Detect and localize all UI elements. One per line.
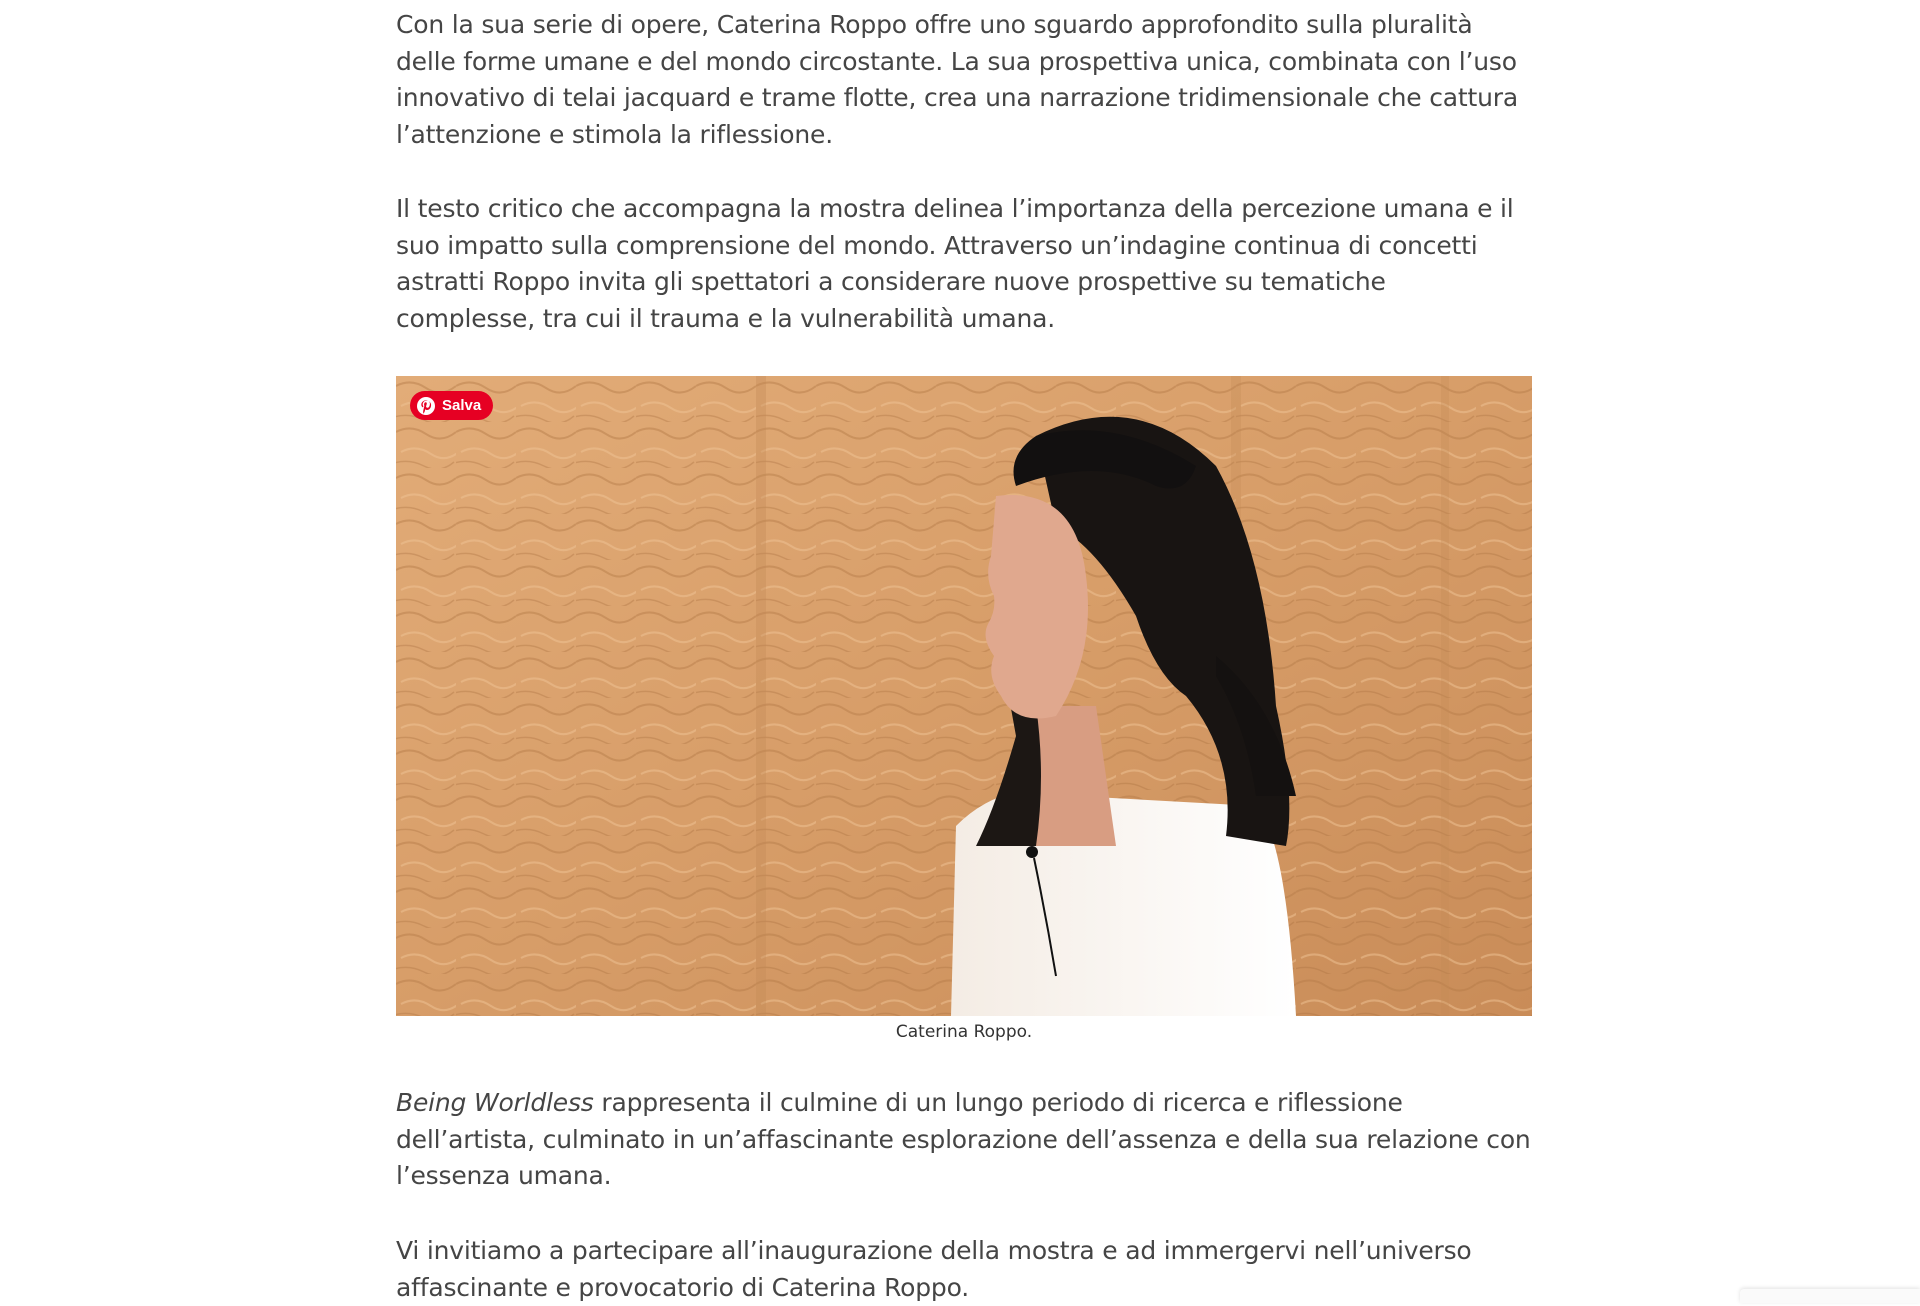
paragraph-invitation: Vi invitiamo a partecipare all’inaugurazione della mostra e ad immergervi nell’universo affascinante e provocatorio di Caterina Roppo. bbox=[396, 1236, 1472, 1302]
paragraph-being-worldless bbox=[396, 1085, 1532, 1195]
pinterest-icon bbox=[416, 396, 436, 416]
paragraph-critical-text: Il testo critico che accompagna la mostra delinea l’importanza della percezione umana e il suo impatto sulla comprensione del mondo. Attraverso un’indagine continua di concetti astratti Roppo invita gli spettatori a considerare nuove prospettive su tematiche complesse, tra cui il trauma e la vulnerabilità umana. bbox=[396, 194, 1514, 333]
artist-photo bbox=[396, 376, 1532, 1016]
paragraph-intro: Con la sua serie di opere, Caterina Roppo offre uno sguardo approfondito sulla pluralità delle forme umane e del mondo circostante. La sua prospettiva unica, combinata con l’uso innovativo di telai jacquard e trame flotte, crea una narrazione tridimensionale che cattura l’attenzione e stimola la riflessione. bbox=[396, 10, 1518, 149]
pinterest-save-label[interactable]: Salva bbox=[442, 397, 482, 414]
exhibition-title: Being Worldless bbox=[396, 1088, 594, 1117]
paragraph-being-worldless-text: rappresenta il culmine di un lungo periodo di ricerca e riflessione dell’artista, culminato in un’affascinante esplorazione dell’assenza e della sua relazione con l’essenza umana. bbox=[396, 1088, 1531, 1190]
article-figure bbox=[396, 376, 1532, 1016]
figure-caption: Caterina Roppo. bbox=[895, 1022, 1033, 1042]
pinterest-save-button[interactable] bbox=[410, 391, 493, 420]
floating-widget-edge[interactable] bbox=[1740, 1289, 1920, 1303]
